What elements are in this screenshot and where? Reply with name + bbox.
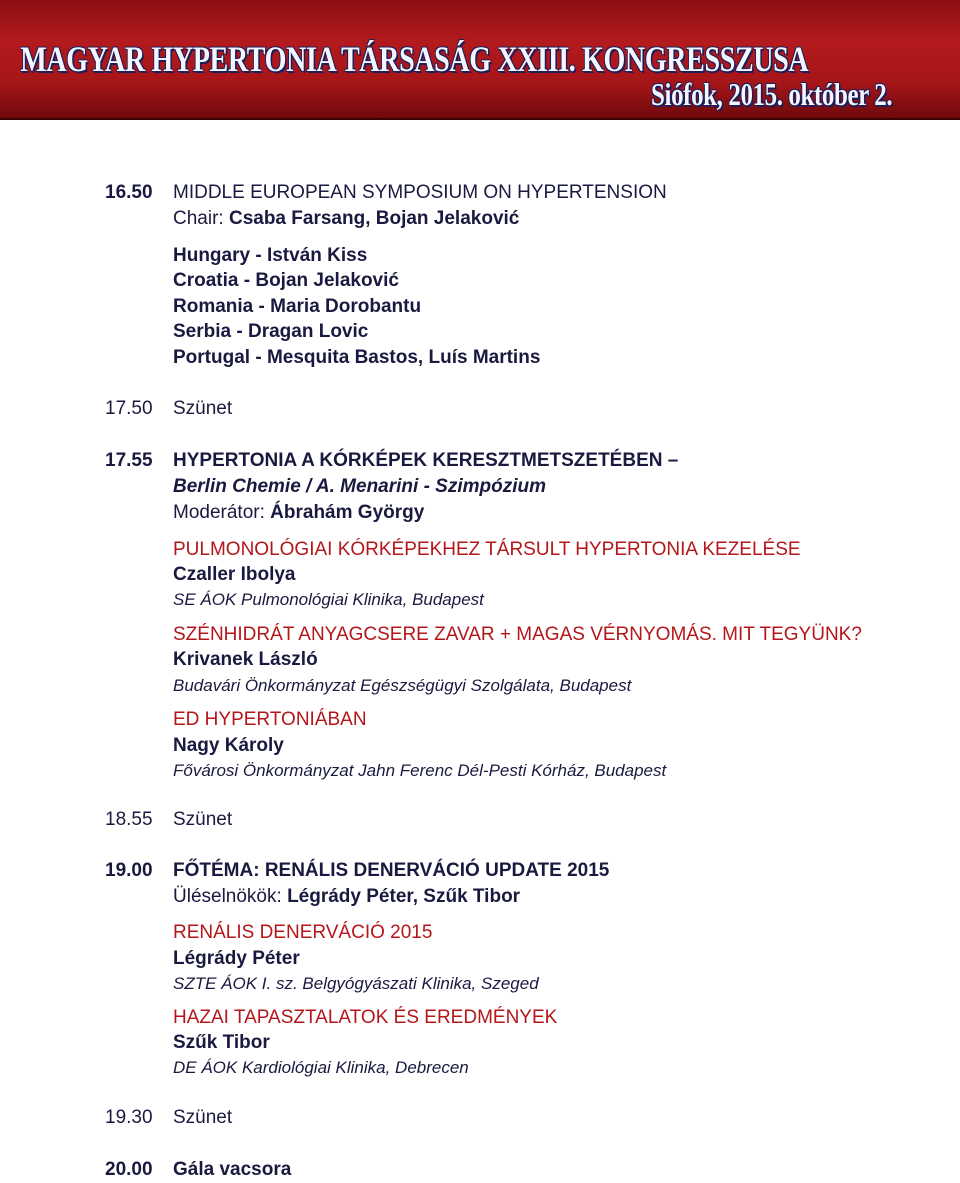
session-title: FŐTÉMA: RENÁLIS DENERVÁCIÓ UPDATE 2015 bbox=[173, 860, 610, 881]
session-title: MIDDLE EUROPEAN SYMPOSIUM ON HYPERTENSION bbox=[173, 182, 667, 203]
talk-affiliation: Fővárosi Önkormányzat Jahn Ferenc Dél-Pesti Kórház, Budapest bbox=[173, 761, 667, 780]
talk-affiliation: SE ÁOK Pulmonológiai Klinika, Budapest bbox=[173, 590, 484, 609]
chair-names: Csaba Farsang, Bojan Jelaković bbox=[228, 208, 520, 229]
talk-affiliation: Budavári Önkormányzat Egészségügyi Szolgálata, Budapest bbox=[173, 676, 632, 695]
congress-place-date: Siófok, 2015. október 2. bbox=[650, 76, 892, 112]
gala-time: 20.00 bbox=[105, 1159, 153, 1180]
talk-title: PULMONOLÓGIAI KÓRKÉPEKHEZ TÁRSULT HYPERTONIA KEZELÉSE bbox=[173, 539, 801, 560]
speaker-line: Romania - Maria Dorobantu bbox=[173, 296, 422, 317]
talk-affiliation: SZTE ÁOK I. sz. Belgyógyászati Klinika, Szeged bbox=[173, 974, 539, 993]
talk-title: HAZAI TAPASZTALATOK ÉS EREDMÉNYEK bbox=[173, 1007, 558, 1028]
moderator-name: Ábrahám György bbox=[270, 502, 425, 523]
talk-title: ED HYPERTONIÁBAN bbox=[173, 709, 367, 730]
break-time: 19.30 bbox=[105, 1107, 153, 1128]
talk-speaker: Krivanek László bbox=[173, 649, 318, 670]
break-label: Szünet bbox=[173, 809, 233, 830]
talk-speaker: Czaller Ibolya bbox=[173, 564, 296, 585]
sponsor-line: Berlin Chemie / A. Menarini - Szimpózium bbox=[173, 476, 547, 497]
session-time: 19.00 bbox=[105, 860, 153, 881]
session-title: HYPERTONIA A KÓRKÉPEK KERESZTMETSZETÉBEN – bbox=[173, 450, 679, 471]
talk-speaker: Szűk Tibor bbox=[173, 1032, 270, 1053]
talk-speaker: Légrády Péter bbox=[173, 948, 300, 969]
speaker-line: Serbia - Dragan Lovic bbox=[173, 321, 369, 342]
chairs-label: Üléselnökök: bbox=[173, 886, 282, 907]
session-time: 16.50 bbox=[105, 182, 153, 203]
chair-label: Chair: bbox=[173, 208, 224, 229]
speaker-line: Hungary - István Kiss bbox=[173, 245, 368, 266]
header-banner bbox=[0, 0, 960, 120]
break-time: 17.50 bbox=[105, 398, 153, 419]
talk-title: SZÉNHIDRÁT ANYAGCSERE ZAVAR + MAGAS VÉRNYOMÁS. MIT TEGYÜNK? bbox=[173, 624, 862, 645]
congress-title: MAGYAR HYPERTONIA TÁRSASÁG XXIII. KONGRESSZUSA bbox=[19, 39, 808, 79]
session-time: 17.55 bbox=[105, 450, 153, 471]
chairs-line bbox=[173, 884, 520, 910]
break-label: Szünet bbox=[173, 1107, 233, 1128]
speaker-line: Croatia - Bojan Jelaković bbox=[173, 270, 399, 291]
moderator-label: Moderátor: bbox=[173, 502, 265, 523]
chair-line bbox=[173, 206, 519, 232]
talk-speaker: Nagy Károly bbox=[173, 735, 284, 756]
gala-label: Gála vacsora bbox=[173, 1159, 292, 1180]
chairs-names: Légrády Péter, Szűk Tibor bbox=[287, 886, 521, 907]
break-time: 18.55 bbox=[105, 809, 153, 830]
break-label: Szünet bbox=[173, 398, 233, 419]
talk-title: RENÁLIS DENERVÁCIÓ 2015 bbox=[173, 922, 433, 943]
speaker-line: Portugal - Mesquita Bastos, Luís Martins bbox=[173, 347, 541, 368]
talk-affiliation: DE ÁOK Kardiológiai Klinika, Debrecen bbox=[173, 1058, 469, 1077]
moderator-line bbox=[173, 500, 424, 526]
